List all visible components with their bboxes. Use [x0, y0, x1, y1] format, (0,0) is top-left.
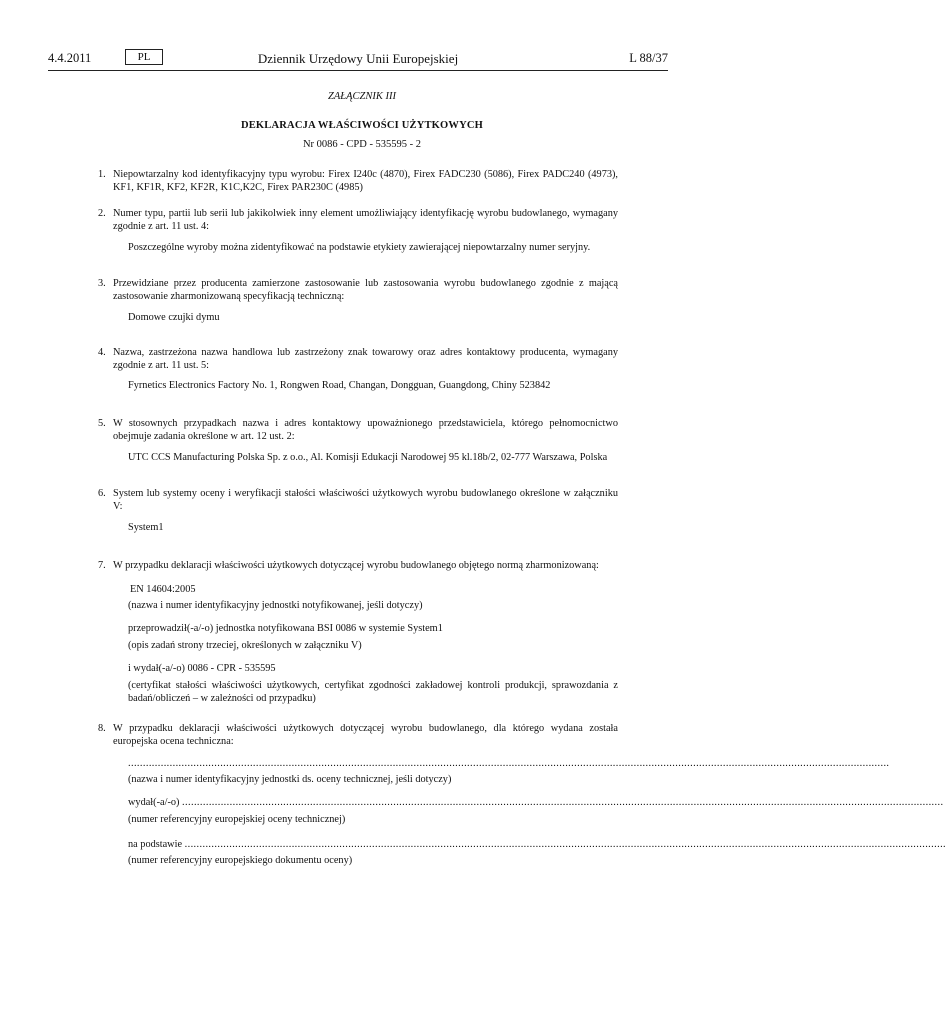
certificate-note: (certyfikat stałości właściwości użytkowych, certyfikat zgodności zakładowej kontroli produkcji, sprawozdania z badań/obliczeń – w zależności od przypadku)	[128, 680, 618, 705]
item-7: 7. W przypadku deklaracji właściwości użytkowych dotyczącej wyrobu budowlanego objętego normą zharmonizowaną:	[98, 560, 599, 571]
item-8-text: W przypadku deklaracji właściwości użytkowych dotyczącej wyrobu budowlanego, dla którego wydana została europejska ocena techniczna:	[113, 723, 618, 748]
assessment-body-blank-line: ................................................................................................................................................................................................................................................................	[128, 758, 890, 769]
journal-title: Dziennik Urzędowy Unii Europejskiej	[257, 51, 459, 66]
item-7-text: W przypadku deklaracji właściwości użytkowych dotyczącej wyrobu budowlanego objętego normą zharmonizowaną:	[113, 560, 599, 571]
document-title: DEKLARACJA WŁAŚCIWOŚCI UŻYTKOWYCH	[240, 120, 484, 131]
item-5: 5. W stosownych przypadkach nazwa i adres kontaktowy upoważnionego przedstawiciela, którego pełnomocnictwo obejmuje zadania określone w art. 12 ust. 2:	[98, 418, 618, 443]
issued-certificate: i wydał(-a/-o) 0086 - CPR - 535595	[128, 663, 276, 674]
assessment-document-note: (numer referencyjny europejskiego dokumentu oceny)	[128, 855, 353, 866]
item-2: 2. Numer typu, partii lub serii lub jakikolwiek inny element umożliwiający identyfikację wyrobu budowlanego, wymagany zgodnie z art. 11 ust. 4:	[98, 208, 618, 233]
declaration-number: Nr 0086 - CPD - 535595 - 2	[302, 139, 422, 150]
annex-label: ZAŁĄCZNIK III	[328, 91, 396, 102]
tasks-note: (opis zadań strony trzeciej, określonych w załączniku V)	[128, 640, 362, 651]
item-3: 3. Przewidziane przez producenta zamierzone zastosowanie lub zastosowania wyrobu budowlanego zgodnie z mającą zastosowanie zharmonizowaną specyfikacją techniczną:	[98, 278, 618, 303]
item-6: 6. System lub systemy oceny i weryfikacji stałości właściwości użytkowych wyrobu budowlanego określone w załączniku V:	[98, 488, 618, 513]
item-2-answer: Poszczególne wyroby można zidentyfikować na podstawie etykiety zawierającej niepowtarzalny numer seryjny.	[128, 242, 591, 253]
item-3-answer: Domowe czujki dymu	[128, 312, 220, 323]
item-6-answer: System1	[128, 522, 164, 533]
item-2-text: Numer typu, partii lub serii lub jakikolwiek inny element umożliwiający identyfikację wyrobu budowlanego, wymagany zgodnie z art. 11 ust. 4:	[113, 208, 618, 233]
language-badge: PL	[125, 49, 163, 65]
page-reference: L 88/37	[629, 51, 668, 65]
performed-by: przeprowadził(-a/-o) jednostka notyfikowana BSI 0086 w systemie System1	[128, 623, 443, 634]
item-5-answer: UTC CCS Manufacturing Polska Sp. z o.o., Al. Komisji Edukacji Narodowej 95 kl.18b/2, 02-777 Warszawa, Polska	[128, 452, 608, 463]
harmonised-standard: EN 14604:2005	[130, 584, 196, 595]
item-4: 4. Nazwa, zastrzeżona nazwa handlowa lub zastrzeżony znak towarowy oraz adres kontaktowy producenta, wymagany zgodnie z art. 11 ust. 5:	[98, 347, 618, 372]
basis-blank-line: na podstawie ................................................................................................................................................................................................................................................................	[128, 839, 946, 850]
item-1: 1. Niepowtarzalny kod identyfikacyjny typu wyrobu: Firex I240c (4870), Firex FADC230 (5086), Firex PADC240 (4973), KF1, KF1R, KF2, KF2R, K1C,K2C, Firex PAR230C (4985)	[98, 169, 618, 194]
item-4-text: Nazwa, zastrzeżona nazwa handlowa lub zastrzeżony znak towarowy oraz adres kontaktowy producenta, wymagany zgodnie z art. 11 ust. 5:	[113, 347, 618, 372]
item-3-text: Przewidziane przez producenta zamierzone zastosowanie lub zastosowania wyrobu budowlanego zgodnie z mającą zastosowanie zharmonizowaną specyfikacją techniczną:	[113, 278, 618, 303]
item-4-answer: Fyrnetics Electronics Factory No. 1, Rongwen Road, Changan, Dongguan, Guangdong, Chiny 523842	[128, 380, 551, 391]
notified-body-note: (nazwa i numer identyfikacyjny jednostki notyfikowanej, jeśli dotyczy)	[128, 600, 423, 611]
issued-blank-line: wydał(-a/-o) ................................................................................................................................................................................................................................................................	[128, 797, 944, 808]
item-5-text: W stosownych przypadkach nazwa i adres kontaktowy upoważnionego przedstawiciela, którego pełnomocnictwo obejmuje zadania określone w art. 12 ust. 2:	[113, 418, 618, 443]
item-8: 8. W przypadku deklaracji właściwości użytkowych dotyczącej wyrobu budowlanego, dla którego wydana została europejska ocena techniczna:	[98, 723, 618, 748]
publication-date: 4.4.2011	[48, 51, 92, 65]
item-1-text: Niepowtarzalny kod identyfikacyjny typu wyrobu: Firex I240c (4870), Firex FADC230 (5086), Firex PADC240 (4973), KF1, KF1R, KF2, KF2R, K1C,K2C, Firex PAR230C (4985)	[113, 169, 618, 194]
assessment-body-note: (nazwa i numer identyfikacyjny jednostki ds. oceny technicznej, jeśli dotyczy)	[128, 774, 452, 785]
assessment-reference-note: (numer referencyjny europejskiej oceny technicznej)	[128, 814, 346, 825]
item-6-text: System lub systemy oceny i weryfikacji stałości właściwości użytkowych wyrobu budowlanego określone w załączniku V:	[113, 488, 618, 513]
